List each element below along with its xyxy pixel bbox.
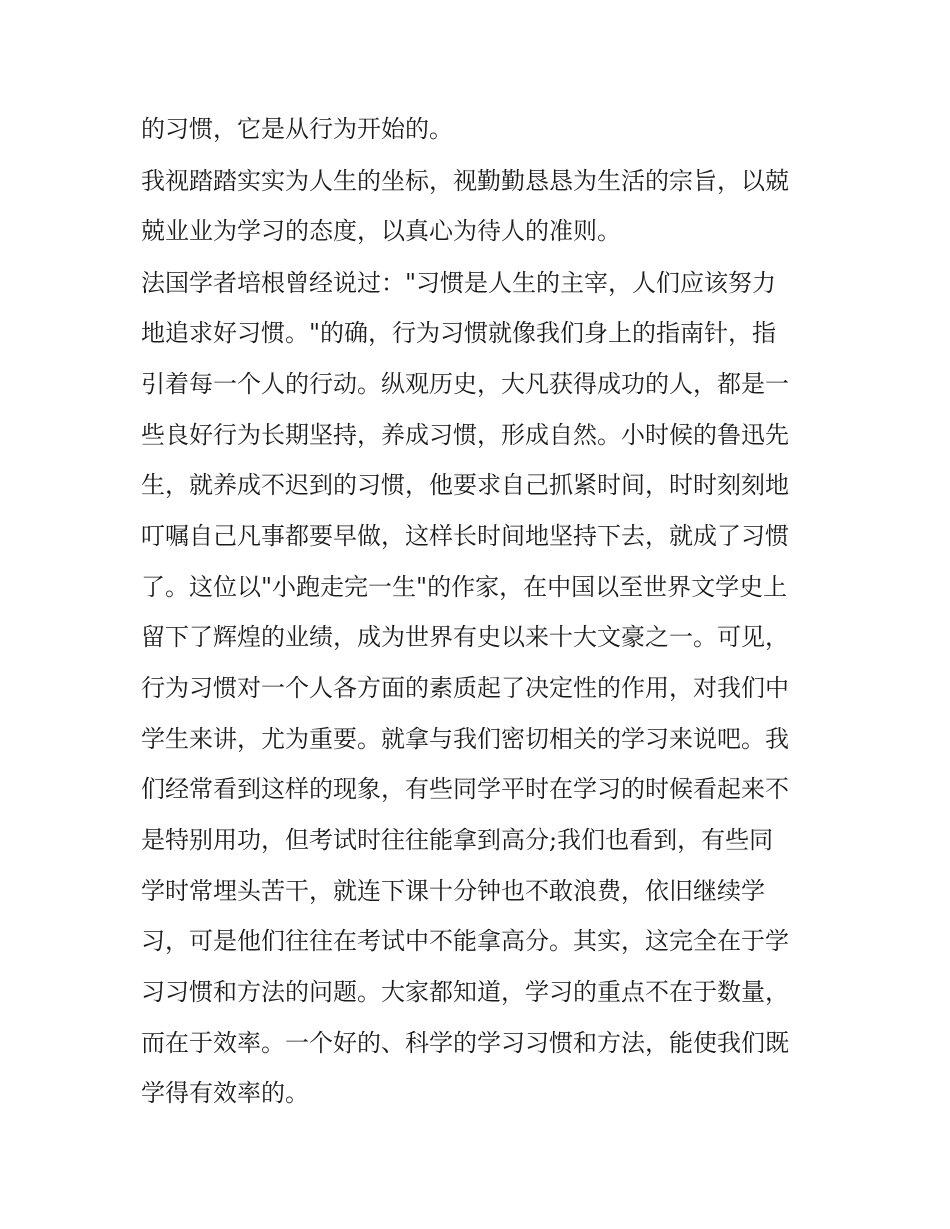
text-line-5: 地追求好习惯。"的确，行为习惯就像我们身上的指南针，指	[141, 319, 777, 347]
text-line-6: 引着每一个人的行动。纵观历史，大凡获得成功的人，都是一	[141, 370, 789, 398]
text-line-1: 的习惯，它是从行为开始的。	[141, 115, 453, 143]
text-line-10: 了。这位以"小跑走完一生"的作家，在中国以至世界文学史上	[141, 573, 788, 601]
text-line-9: 叮嘱自己凡事都要早做，这样长时间地坚持下去，就成了习惯	[141, 522, 789, 550]
text-line-8: 生，就养成不迟到的习惯，他要求自己抓紧时间，时时刻刻地	[141, 471, 789, 499]
text-line-12: 行为习惯对一个人各方面的素质起了决定性的作用，对我们中	[141, 674, 789, 702]
text-line-15: 是特别用功，但考试时往往能拿到高分;我们也看到，有些同	[141, 826, 774, 854]
text-line-7: 些良好行为长期坚持，养成习惯，形成自然。小时候的鲁迅先	[141, 421, 789, 449]
text-line-20: 学得有效率的。	[141, 1079, 309, 1107]
text-line-13: 学生来讲，尤为重要。就拿与我们密切相关的学习来说吧。我	[141, 725, 789, 753]
text-line-18: 习习惯和方法的问题。大家都知道，学习的重点不在于数量，	[141, 978, 789, 1006]
text-line-4: 法国学者培根曾经说过："习惯是人生的主宰，人们应该努力	[141, 269, 777, 297]
text-line-2: 我视踏踏实实为人生的坐标，视勤勤恳恳为生活的宗旨，以兢	[141, 167, 789, 195]
text-line-19: 而在于效率。一个好的、科学的学习习惯和方法，能使我们既	[141, 1029, 789, 1057]
text-line-11: 留下了辉煌的业绩，成为世界有史以来十大文豪之一。可见，	[141, 623, 789, 651]
text-line-3: 兢业业为学习的态度，以真心为待人的准则。	[141, 217, 621, 245]
text-line-16: 学时常埋头苦干，就连下课十分钟也不敢浪费，依旧继续学	[141, 877, 765, 905]
text-line-17: 习，可是他们往往在考试中不能拿高分。其实，这完全在于学	[141, 927, 789, 955]
text-line-14: 们经常看到这样的现象，有些同学平时在学习的时候看起来不	[141, 775, 789, 803]
